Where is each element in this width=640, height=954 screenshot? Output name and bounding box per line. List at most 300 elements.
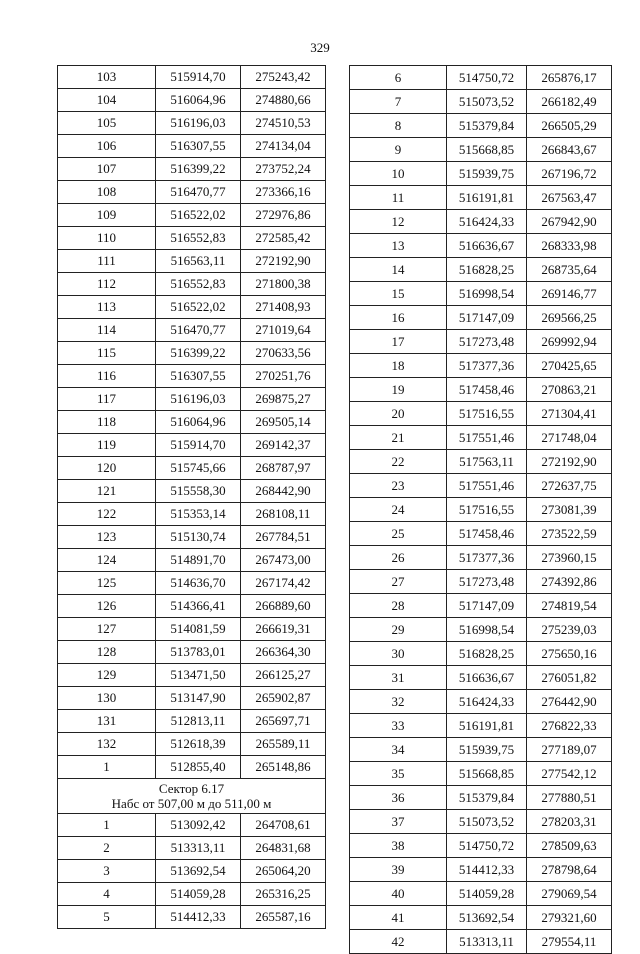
y-coordinate-cell: 270633,56 [241, 342, 326, 365]
x-coordinate-cell: 517273,48 [447, 330, 527, 354]
x-coordinate-cell: 517551,46 [447, 426, 527, 450]
table-row [58, 756, 326, 779]
x-coordinate-cell: 514059,28 [156, 883, 241, 906]
table-row [58, 687, 326, 710]
point-number-cell: 22 [350, 450, 447, 474]
point-number-cell: 112 [58, 273, 156, 296]
y-coordinate-cell: 276442,90 [527, 690, 612, 714]
y-coordinate-cell: 274880,66 [241, 89, 326, 112]
y-coordinate-cell: 273752,24 [241, 158, 326, 181]
point-number-cell: 18 [350, 354, 447, 378]
right-coordinates-table [349, 65, 612, 954]
y-coordinate-cell: 267784,51 [241, 526, 326, 549]
y-coordinate-cell: 267473,00 [241, 549, 326, 572]
x-coordinate-cell: 516828,25 [447, 258, 527, 282]
point-number-cell: 24 [350, 498, 447, 522]
y-coordinate-cell: 265876,17 [527, 66, 612, 90]
table-row [58, 112, 326, 135]
x-coordinate-cell: 517377,36 [447, 354, 527, 378]
y-coordinate-cell: 276051,82 [527, 666, 612, 690]
y-coordinate-cell: 275650,16 [527, 642, 612, 666]
table-row [350, 378, 612, 402]
y-coordinate-cell: 265064,20 [241, 860, 326, 883]
table-row [350, 930, 612, 954]
x-coordinate-cell: 516196,03 [156, 112, 241, 135]
point-number-cell: 113 [58, 296, 156, 319]
table-row [350, 498, 612, 522]
point-number-cell: 36 [350, 786, 447, 810]
table-row [58, 204, 326, 227]
table-row [58, 434, 326, 457]
y-coordinate-cell: 273366,16 [241, 181, 326, 204]
section-header-cell [58, 779, 326, 814]
point-number-cell: 7 [350, 90, 447, 114]
point-number-cell: 28 [350, 594, 447, 618]
y-coordinate-cell: 272192,90 [241, 250, 326, 273]
point-number-cell: 31 [350, 666, 447, 690]
x-coordinate-cell: 516191,81 [447, 714, 527, 738]
point-number-cell: 25 [350, 522, 447, 546]
y-coordinate-cell: 265316,25 [241, 883, 326, 906]
table-row [58, 135, 326, 158]
y-coordinate-cell: 264708,61 [241, 814, 326, 837]
point-number-cell: 3 [58, 860, 156, 883]
y-coordinate-cell: 272976,86 [241, 204, 326, 227]
y-coordinate-cell: 277542,12 [527, 762, 612, 786]
point-number-cell: 29 [350, 618, 447, 642]
y-coordinate-cell: 278798,64 [527, 858, 612, 882]
table-row [58, 549, 326, 572]
y-coordinate-cell: 271748,04 [527, 426, 612, 450]
y-coordinate-cell: 264831,68 [241, 837, 326, 860]
x-coordinate-cell: 512855,40 [156, 756, 241, 779]
point-number-cell: 114 [58, 319, 156, 342]
y-coordinate-cell: 271800,38 [241, 273, 326, 296]
y-coordinate-cell: 267942,90 [527, 210, 612, 234]
x-coordinate-cell: 515073,52 [447, 90, 527, 114]
table-row [58, 181, 326, 204]
table-row [350, 210, 612, 234]
point-number-cell: 121 [58, 480, 156, 503]
table-row [350, 882, 612, 906]
x-coordinate-cell: 516470,77 [156, 181, 241, 204]
x-coordinate-cell: 516828,25 [447, 642, 527, 666]
y-coordinate-cell: 268735,64 [527, 258, 612, 282]
y-coordinate-cell: 266889,60 [241, 595, 326, 618]
x-coordinate-cell: 514081,59 [156, 618, 241, 641]
table-row [350, 738, 612, 762]
x-coordinate-cell: 515073,52 [447, 810, 527, 834]
point-number-cell: 106 [58, 135, 156, 158]
table-row [58, 296, 326, 319]
table-row [350, 690, 612, 714]
x-coordinate-cell: 515130,74 [156, 526, 241, 549]
point-number-cell: 108 [58, 181, 156, 204]
y-coordinate-cell: 272585,42 [241, 227, 326, 250]
x-coordinate-cell: 517458,46 [447, 522, 527, 546]
point-number-cell: 127 [58, 618, 156, 641]
section-header-group [58, 779, 326, 814]
table-row [350, 354, 612, 378]
x-coordinate-cell: 516424,33 [447, 210, 527, 234]
x-coordinate-cell: 516064,96 [156, 89, 241, 112]
x-coordinate-cell: 517551,46 [447, 474, 527, 498]
point-number-cell: 2 [58, 837, 156, 860]
point-number-cell: 1 [58, 756, 156, 779]
table-row [58, 342, 326, 365]
table-row [58, 158, 326, 181]
table-row [58, 273, 326, 296]
table-row [350, 162, 612, 186]
table-row [58, 411, 326, 434]
point-number-cell: 12 [350, 210, 447, 234]
x-coordinate-cell: 517147,09 [447, 594, 527, 618]
point-number-cell: 42 [350, 930, 447, 954]
table-row [350, 762, 612, 786]
point-number-cell: 41 [350, 906, 447, 930]
table-row [58, 710, 326, 733]
y-coordinate-cell: 276822,33 [527, 714, 612, 738]
y-coordinate-cell: 275239,03 [527, 618, 612, 642]
point-number-cell: 8 [350, 114, 447, 138]
table-row [58, 860, 326, 883]
point-number-cell: 118 [58, 411, 156, 434]
y-coordinate-cell: 273522,59 [527, 522, 612, 546]
table-row [350, 258, 612, 282]
y-coordinate-cell: 274134,04 [241, 135, 326, 158]
point-number-cell: 122 [58, 503, 156, 526]
table-row [350, 906, 612, 930]
point-number-cell: 38 [350, 834, 447, 858]
x-coordinate-cell: 516399,22 [156, 158, 241, 181]
table-row [350, 234, 612, 258]
x-coordinate-cell: 515558,30 [156, 480, 241, 503]
table-row [58, 883, 326, 906]
y-coordinate-cell: 269992,94 [527, 330, 612, 354]
x-coordinate-cell: 515379,84 [447, 786, 527, 810]
table-row [58, 227, 326, 250]
y-coordinate-cell: 266125,27 [241, 664, 326, 687]
table-row [58, 664, 326, 687]
y-coordinate-cell: 274819,54 [527, 594, 612, 618]
table-row [350, 90, 612, 114]
point-number-cell: 13 [350, 234, 447, 258]
x-coordinate-cell: 514750,72 [447, 66, 527, 90]
point-number-cell: 119 [58, 434, 156, 457]
table-row [58, 814, 326, 837]
point-number-cell: 109 [58, 204, 156, 227]
y-coordinate-cell: 271019,64 [241, 319, 326, 342]
x-coordinate-cell: 517147,09 [447, 306, 527, 330]
table-row [58, 837, 326, 860]
table-row [350, 570, 612, 594]
x-coordinate-cell: 515668,85 [447, 762, 527, 786]
y-coordinate-cell: 279069,54 [527, 882, 612, 906]
point-number-cell: 14 [350, 258, 447, 282]
point-number-cell: 130 [58, 687, 156, 710]
table-row [58, 66, 326, 89]
right-table-body [350, 66, 612, 954]
point-number-cell: 26 [350, 546, 447, 570]
x-coordinate-cell: 512813,11 [156, 710, 241, 733]
table-row [58, 503, 326, 526]
section-subtitle: Набс от 507,00 м до 511,00 м [111, 796, 272, 811]
table-row [350, 546, 612, 570]
point-number-cell: 124 [58, 549, 156, 572]
x-coordinate-cell: 514891,70 [156, 549, 241, 572]
x-coordinate-cell: 514412,33 [447, 858, 527, 882]
point-number-cell: 5 [58, 906, 156, 929]
y-coordinate-cell: 272192,90 [527, 450, 612, 474]
table-row [58, 906, 326, 929]
table-row [350, 594, 612, 618]
table-row [350, 522, 612, 546]
y-coordinate-cell: 269146,77 [527, 282, 612, 306]
left-coordinates-table [57, 65, 326, 929]
point-number-cell: 117 [58, 388, 156, 411]
y-coordinate-cell: 269566,25 [527, 306, 612, 330]
y-coordinate-cell: 268333,98 [527, 234, 612, 258]
point-number-cell: 110 [58, 227, 156, 250]
table-row [58, 733, 326, 756]
x-coordinate-cell: 513313,11 [156, 837, 241, 860]
x-coordinate-cell: 514412,33 [156, 906, 241, 929]
table-row [350, 306, 612, 330]
table-row [350, 114, 612, 138]
x-coordinate-cell: 514059,28 [447, 882, 527, 906]
x-coordinate-cell: 516196,03 [156, 388, 241, 411]
table-row [350, 810, 612, 834]
y-coordinate-cell: 268108,11 [241, 503, 326, 526]
table-row [350, 66, 612, 90]
point-number-cell: 19 [350, 378, 447, 402]
table-row [350, 138, 612, 162]
point-number-cell: 120 [58, 457, 156, 480]
y-coordinate-cell: 266619,31 [241, 618, 326, 641]
y-coordinate-cell: 278203,31 [527, 810, 612, 834]
table-row [350, 786, 612, 810]
y-coordinate-cell: 278509,63 [527, 834, 612, 858]
x-coordinate-cell: 515745,66 [156, 457, 241, 480]
point-number-cell: 103 [58, 66, 156, 89]
x-coordinate-cell: 515353,14 [156, 503, 241, 526]
y-coordinate-cell: 266843,67 [527, 138, 612, 162]
point-number-cell: 107 [58, 158, 156, 181]
x-coordinate-cell: 514366,41 [156, 595, 241, 618]
table-row [350, 402, 612, 426]
table-row [58, 526, 326, 549]
x-coordinate-cell: 515939,75 [447, 162, 527, 186]
point-number-cell: 37 [350, 810, 447, 834]
y-coordinate-cell: 274392,86 [527, 570, 612, 594]
section-header-row [58, 779, 326, 814]
table-row [58, 250, 326, 273]
table-row [350, 642, 612, 666]
point-number-cell: 33 [350, 714, 447, 738]
x-coordinate-cell: 516307,55 [156, 135, 241, 158]
x-coordinate-cell: 517273,48 [447, 570, 527, 594]
point-number-cell: 35 [350, 762, 447, 786]
y-coordinate-cell: 271304,41 [527, 402, 612, 426]
x-coordinate-cell: 513692,54 [156, 860, 241, 883]
table-row [58, 388, 326, 411]
y-coordinate-cell: 266505,29 [527, 114, 612, 138]
y-coordinate-cell: 270251,76 [241, 365, 326, 388]
x-coordinate-cell: 515914,70 [156, 66, 241, 89]
y-coordinate-cell: 273081,39 [527, 498, 612, 522]
x-coordinate-cell: 516998,54 [447, 618, 527, 642]
x-coordinate-cell: 516563,11 [156, 250, 241, 273]
x-coordinate-cell: 517458,46 [447, 378, 527, 402]
y-coordinate-cell: 272637,75 [527, 474, 612, 498]
point-number-cell: 132 [58, 733, 156, 756]
x-coordinate-cell: 514636,70 [156, 572, 241, 595]
y-coordinate-cell: 267196,72 [527, 162, 612, 186]
x-coordinate-cell: 516522,02 [156, 296, 241, 319]
table-row [350, 426, 612, 450]
y-coordinate-cell: 268442,90 [241, 480, 326, 503]
y-coordinate-cell: 277880,51 [527, 786, 612, 810]
point-number-cell: 9 [350, 138, 447, 162]
point-number-cell: 6 [350, 66, 447, 90]
table-row [58, 572, 326, 595]
point-number-cell: 116 [58, 365, 156, 388]
point-number-cell: 126 [58, 595, 156, 618]
x-coordinate-cell: 516470,77 [156, 319, 241, 342]
x-coordinate-cell: 513092,42 [156, 814, 241, 837]
point-number-cell: 20 [350, 402, 447, 426]
y-coordinate-cell: 273960,15 [527, 546, 612, 570]
table-row [350, 330, 612, 354]
table-row [58, 618, 326, 641]
x-coordinate-cell: 515379,84 [447, 114, 527, 138]
point-number-cell: 131 [58, 710, 156, 733]
y-coordinate-cell: 274510,53 [241, 112, 326, 135]
point-number-cell: 21 [350, 426, 447, 450]
y-coordinate-cell: 267563,47 [527, 186, 612, 210]
y-coordinate-cell: 270425,65 [527, 354, 612, 378]
table-row [350, 186, 612, 210]
x-coordinate-cell: 516552,83 [156, 227, 241, 250]
point-number-cell: 4 [58, 883, 156, 906]
x-coordinate-cell: 515939,75 [447, 738, 527, 762]
x-coordinate-cell: 516064,96 [156, 411, 241, 434]
y-coordinate-cell: 265902,87 [241, 687, 326, 710]
y-coordinate-cell: 269142,37 [241, 434, 326, 457]
section-title: Сектор 6.17 [158, 781, 225, 796]
table-row [350, 858, 612, 882]
y-coordinate-cell: 277189,07 [527, 738, 612, 762]
y-coordinate-cell: 268787,97 [241, 457, 326, 480]
page-number: 329 [310, 40, 330, 55]
table-row [58, 319, 326, 342]
x-coordinate-cell: 516552,83 [156, 273, 241, 296]
point-number-cell: 16 [350, 306, 447, 330]
table-row [350, 474, 612, 498]
table-row [58, 595, 326, 618]
point-number-cell: 39 [350, 858, 447, 882]
left-table-body-part2 [58, 814, 326, 929]
point-number-cell: 115 [58, 342, 156, 365]
table-row [58, 89, 326, 112]
point-number-cell: 40 [350, 882, 447, 906]
point-number-cell: 104 [58, 89, 156, 112]
x-coordinate-cell: 513313,11 [447, 930, 527, 954]
point-number-cell: 105 [58, 112, 156, 135]
y-coordinate-cell: 266364,30 [241, 641, 326, 664]
x-coordinate-cell: 516191,81 [447, 186, 527, 210]
point-number-cell: 30 [350, 642, 447, 666]
point-number-cell: 1 [58, 814, 156, 837]
y-coordinate-cell: 279321,60 [527, 906, 612, 930]
table-row [350, 666, 612, 690]
x-coordinate-cell: 513692,54 [447, 906, 527, 930]
table-row [350, 834, 612, 858]
point-number-cell: 15 [350, 282, 447, 306]
point-number-cell: 123 [58, 526, 156, 549]
x-coordinate-cell: 517377,36 [447, 546, 527, 570]
point-number-cell: 11 [350, 186, 447, 210]
x-coordinate-cell: 514750,72 [447, 834, 527, 858]
table-row [350, 450, 612, 474]
y-coordinate-cell: 265587,16 [241, 906, 326, 929]
point-number-cell: 27 [350, 570, 447, 594]
table-row [58, 457, 326, 480]
y-coordinate-cell: 279554,11 [527, 930, 612, 954]
x-coordinate-cell: 513783,01 [156, 641, 241, 664]
point-number-cell: 128 [58, 641, 156, 664]
point-number-cell: 129 [58, 664, 156, 687]
left-table-body-part1 [58, 66, 326, 779]
table-row [350, 618, 612, 642]
y-coordinate-cell: 265589,11 [241, 733, 326, 756]
x-coordinate-cell: 516399,22 [156, 342, 241, 365]
x-coordinate-cell: 513147,90 [156, 687, 241, 710]
x-coordinate-cell: 516636,67 [447, 234, 527, 258]
x-coordinate-cell: 516998,54 [447, 282, 527, 306]
y-coordinate-cell: 265697,71 [241, 710, 326, 733]
point-number-cell: 111 [58, 250, 156, 273]
y-coordinate-cell: 269875,27 [241, 388, 326, 411]
x-coordinate-cell: 516522,02 [156, 204, 241, 227]
x-coordinate-cell: 516636,67 [447, 666, 527, 690]
point-number-cell: 34 [350, 738, 447, 762]
y-coordinate-cell: 266182,49 [527, 90, 612, 114]
point-number-cell: 125 [58, 572, 156, 595]
y-coordinate-cell: 275243,42 [241, 66, 326, 89]
point-number-cell: 23 [350, 474, 447, 498]
x-coordinate-cell: 517516,55 [447, 498, 527, 522]
x-coordinate-cell: 515914,70 [156, 434, 241, 457]
point-number-cell: 10 [350, 162, 447, 186]
x-coordinate-cell: 516307,55 [156, 365, 241, 388]
table-row [350, 282, 612, 306]
y-coordinate-cell: 265148,86 [241, 756, 326, 779]
table-row [58, 480, 326, 503]
y-coordinate-cell: 271408,93 [241, 296, 326, 319]
x-coordinate-cell: 513471,50 [156, 664, 241, 687]
point-number-cell: 17 [350, 330, 447, 354]
table-row [350, 714, 612, 738]
x-coordinate-cell: 512618,39 [156, 733, 241, 756]
point-number-cell: 32 [350, 690, 447, 714]
table-row [58, 365, 326, 388]
x-coordinate-cell: 516424,33 [447, 690, 527, 714]
x-coordinate-cell: 517563,11 [447, 450, 527, 474]
x-coordinate-cell: 515668,85 [447, 138, 527, 162]
y-coordinate-cell: 267174,42 [241, 572, 326, 595]
table-row [58, 641, 326, 664]
